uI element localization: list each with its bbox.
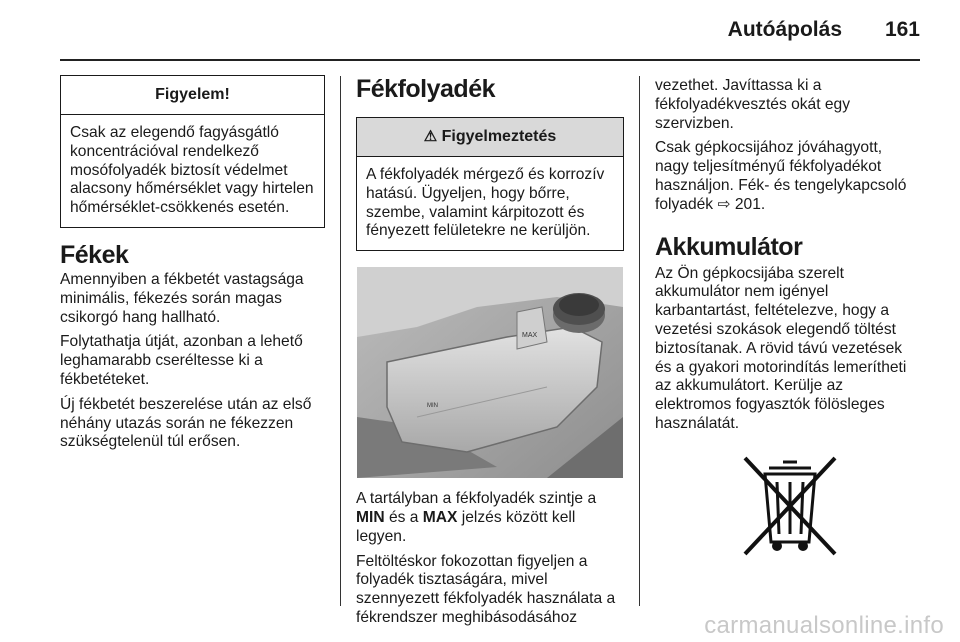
section-title: Autóápolás xyxy=(727,18,842,41)
column-divider-2 xyxy=(639,76,640,606)
refill-paragraph: Feltöltéskor fokozottan figyeljen a folyadék tisztaságára, mivel szennyezett fékfolyadék használata a fékrendszer meghibásodásához xyxy=(356,552,616,626)
notice-title: Figyelem! xyxy=(61,76,324,115)
min-label: MIN xyxy=(356,508,385,526)
warning-header xyxy=(357,118,623,157)
max-mark: MAX xyxy=(522,332,538,340)
brakes-heading: Fékek xyxy=(60,240,129,269)
notice-box xyxy=(60,75,325,228)
max-label: MAX xyxy=(422,508,458,526)
header-divider xyxy=(60,59,920,61)
column-left xyxy=(60,75,325,458)
level-text-mid: és a xyxy=(388,508,419,526)
warning-triangle-icon: ⚠ xyxy=(423,128,438,145)
fluid-level-paragraph xyxy=(356,490,624,546)
level-text-end: jelzés között kell legyen. xyxy=(356,508,576,545)
approved-fluid-paragraph xyxy=(655,139,920,214)
continued-paragraph: vezethet. Javíttassa ki a fékfolyadékvesztés okát egy szervizben. xyxy=(655,77,851,132)
page-number: 161 xyxy=(884,18,920,41)
page-reference-arrow-icon: ⇨ xyxy=(717,195,731,213)
warning-box xyxy=(356,117,624,251)
crossed-out-wheelie-bin-icon xyxy=(735,454,845,558)
warning-title: Figyelmeztetés xyxy=(441,128,557,145)
brakes-paragraph-3: Új fékbetét beszerelése után az első néhány utazás során ne fékezzen szükségtelenül túl erősen. xyxy=(60,395,312,451)
approved-fluid-text: Csak gépkocsijához jóváhagyott, nagy teljesítményű fékfolyadékot használjon. Fék- és tengelykapcsoló folyadék xyxy=(655,139,907,213)
notice-text: Csak az elegendő fagyásgátló koncentrációval rendelkező mosófolyadék biztosít védelmet alacsony hőmérséklet vagy hirtelen hőmérséklet-csökkenés esetén. xyxy=(70,124,314,217)
page-header xyxy=(0,0,960,60)
brakes-paragraph-2: Folytathatja útját, azonban a lehető leghamarabb cseréltesse ki a fékbetéteket. xyxy=(60,333,303,388)
column-right xyxy=(655,77,920,564)
battery-paragraph: Az Ön gépkocsijába szerelt akkumulátor nem igényel karbantartást, feltételezve, hogy a vezetési szokások elegendő töltést biztosítanak. A rövid távú vezetések és a gyakori motorindítás lemerítheti az akkumulátort. Kerülje az elektromos fogyasztók fölösleges használatát. xyxy=(655,264,907,432)
level-text-start: A tartályban a fékfolyadék szintje a xyxy=(356,490,597,508)
battery-heading: Akkumulátor xyxy=(655,232,803,261)
page-reference-link[interactable]: 201. xyxy=(734,195,766,213)
watermark: carmanualsonline.info xyxy=(704,612,944,639)
brake-fluid-reservoir-photo xyxy=(357,267,623,478)
min-mark: MIN xyxy=(427,403,438,410)
column-middle xyxy=(356,75,624,634)
warning-text: A fékfolyadék mérgező és korrozív hatású. Ügyeljen, hogy bőrre, szembe, valamint kárpitozott és fényezett felületekre ne kerüljön. xyxy=(366,166,605,240)
brake-fluid-heading: Fékfolyadék xyxy=(356,75,496,103)
brakes-paragraph-1: Amennyiben a fékbetét vastagsága minimális, fékezés során magas csikorgó hang hallható. xyxy=(60,270,304,326)
column-divider-1 xyxy=(340,76,341,606)
